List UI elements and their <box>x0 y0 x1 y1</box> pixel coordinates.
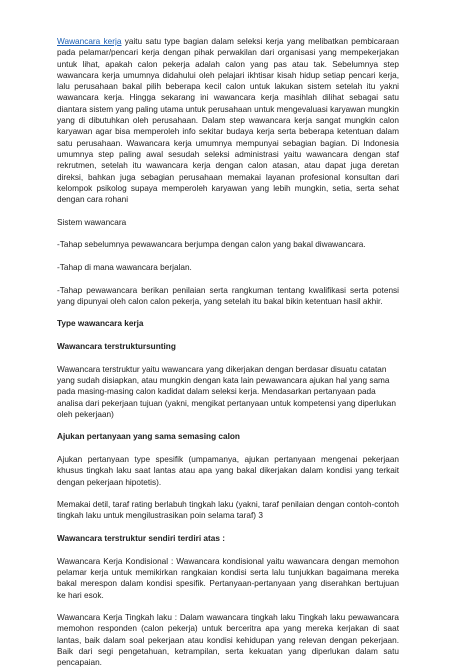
terstruktur-paragraph: Wawancara terstruktur yaitu wawancara yang dikerjakan dengan berdasar disuatu catatan yang sudah disiapkan, atau mungkin dengan kata lain pewawancara ajukan hal yang sama pada masing-masing calon kadidat dalam seleksi kerja. Mendasarkan pertanyaan pada analisa dari pekerjaan tujuan (yakni, mengikat pertanyaan untuk kompetensi yang diperlukan oleh pekerjaan) <box>57 364 396 419</box>
step-3-text: -Tahap pewawancara berikan penilaian serta rangkuman tentang kwalifikasi serta potensi yang dipunyai oleh calon calon pekerja, yang setelah itu bakal bikin ketentuan hasil akhir. <box>57 285 399 306</box>
ajukan-heading: Ajukan pertanyaan yang sama semasing calon <box>57 432 240 442</box>
type-heading: Type wawancara kerja <box>57 319 144 329</box>
sistem-heading: Sistem wawancara <box>57 217 127 227</box>
step-2-text: -Tahap di mana wawancara berjalan. <box>57 262 192 272</box>
step-1-text: -Tahap sebelumnya pewawancara berjumpa dengan calon yang bakal diwawancara. <box>57 240 366 250</box>
memakai-paragraph: Memakai detil, taraf rating berlabuh tingkah laku (yakni, taraf penilaian dengan contoh-contoh tingkah laku untuk mengilustrasikan poin selama taraf) 3 <box>57 500 399 521</box>
wawancara-kerja-link[interactable]: Wawancara kerja <box>57 37 122 46</box>
intro-paragraph <box>57 36 399 205</box>
kondisional-paragraph: Wawancara Kerja Kondisional : Wawancara kondisional yaitu wawancara dengan memohon pelamar kerja untuk memikirkan rangkaian kondisi serta lalu tunjukkan bagaimana mereka bakal merespon dalam kondisi spesifik. Pertanyaan-pertanyaan yang diserahkan bertujuan ke hari esok. <box>57 556 399 600</box>
terstruktur-heading: Wawancara terstruktursunting <box>57 342 176 352</box>
tingkah-laku-paragraph: Wawancara Kerja Tingkah laku : Dalam wawancara tingkah laku Tingkah laku pewawancara memohon responden (calon pekerja) untuk berceritra apa yang mereka kerjakan di saat lantas, baik dalam soal pekerjaan atau kondisi kehidupan yang relevan dengan pekerjaan. Baik dari segi pengetahuan, ketrampilan, serta kekuatan yang diperlukan dalam satu pencapaian. <box>57 613 399 668</box>
ajukan-paragraph: Ajukan pertanyaan type spesifik (umpamanya, ajukan pertanyaan mengenai pekerjaan khusus tingkah laku saat lantas atau apa yang bakal dikerjakan dalam kondisi yang terkait dengan pekerjaan hipotetis). <box>57 454 399 487</box>
intro-text: yaitu satu type bagian dalam seleksi kerja yang melibatkan pembicaraan pada pelamar/pencari kerja dengan pihak perwakilan dari organisasi yang mempekerjakan untuk lihat, apakah calon pekerja adalah calon yang pas atau tak. Sebelumnya step wawancara kerja umumnya didahului oleh pelajari ikhtisar kisah hidup setiap pencari kerja, lalu perusahaan bakal pilih beberapa kecil calon untuk lakukan sistem setelah itu yakni wawancara kerja. Hingga sekarang ini wawancara kerja masihlah dilihat sebagai satu diantara sistem yang paling utama untuk perusahaan untuk mengevaluasi karyawan mungkin yang di dibutuhkan oleh perusahaan. Dalam step wawancara kerja sangat mungkin calon karyawan agar bisa memperoleh info sekitar budaya kerja serta beberapa ketentuan dalam satu perusahaan. Wawancara kerja umumnya mempunyai sebagian bagian. Di Indonesia umumnya step paling awal sesudah seleksi administrasi yaitu wawancara dengan staf rekrutmen, setelah itu wawancara kerja dengan calon atasan, atau dapat juga deretan direksi, bahkan juga sebagian perusahaan memakai layanan profesional konsultan dari kelompok psikolog supaya memperoleh karyawan yang lebih mungkin, setia, serta sehat dengan cara rohani <box>57 37 399 205</box>
sendiri-heading: Wawancara terstruktur sendiri terdiri atas : <box>57 534 225 544</box>
